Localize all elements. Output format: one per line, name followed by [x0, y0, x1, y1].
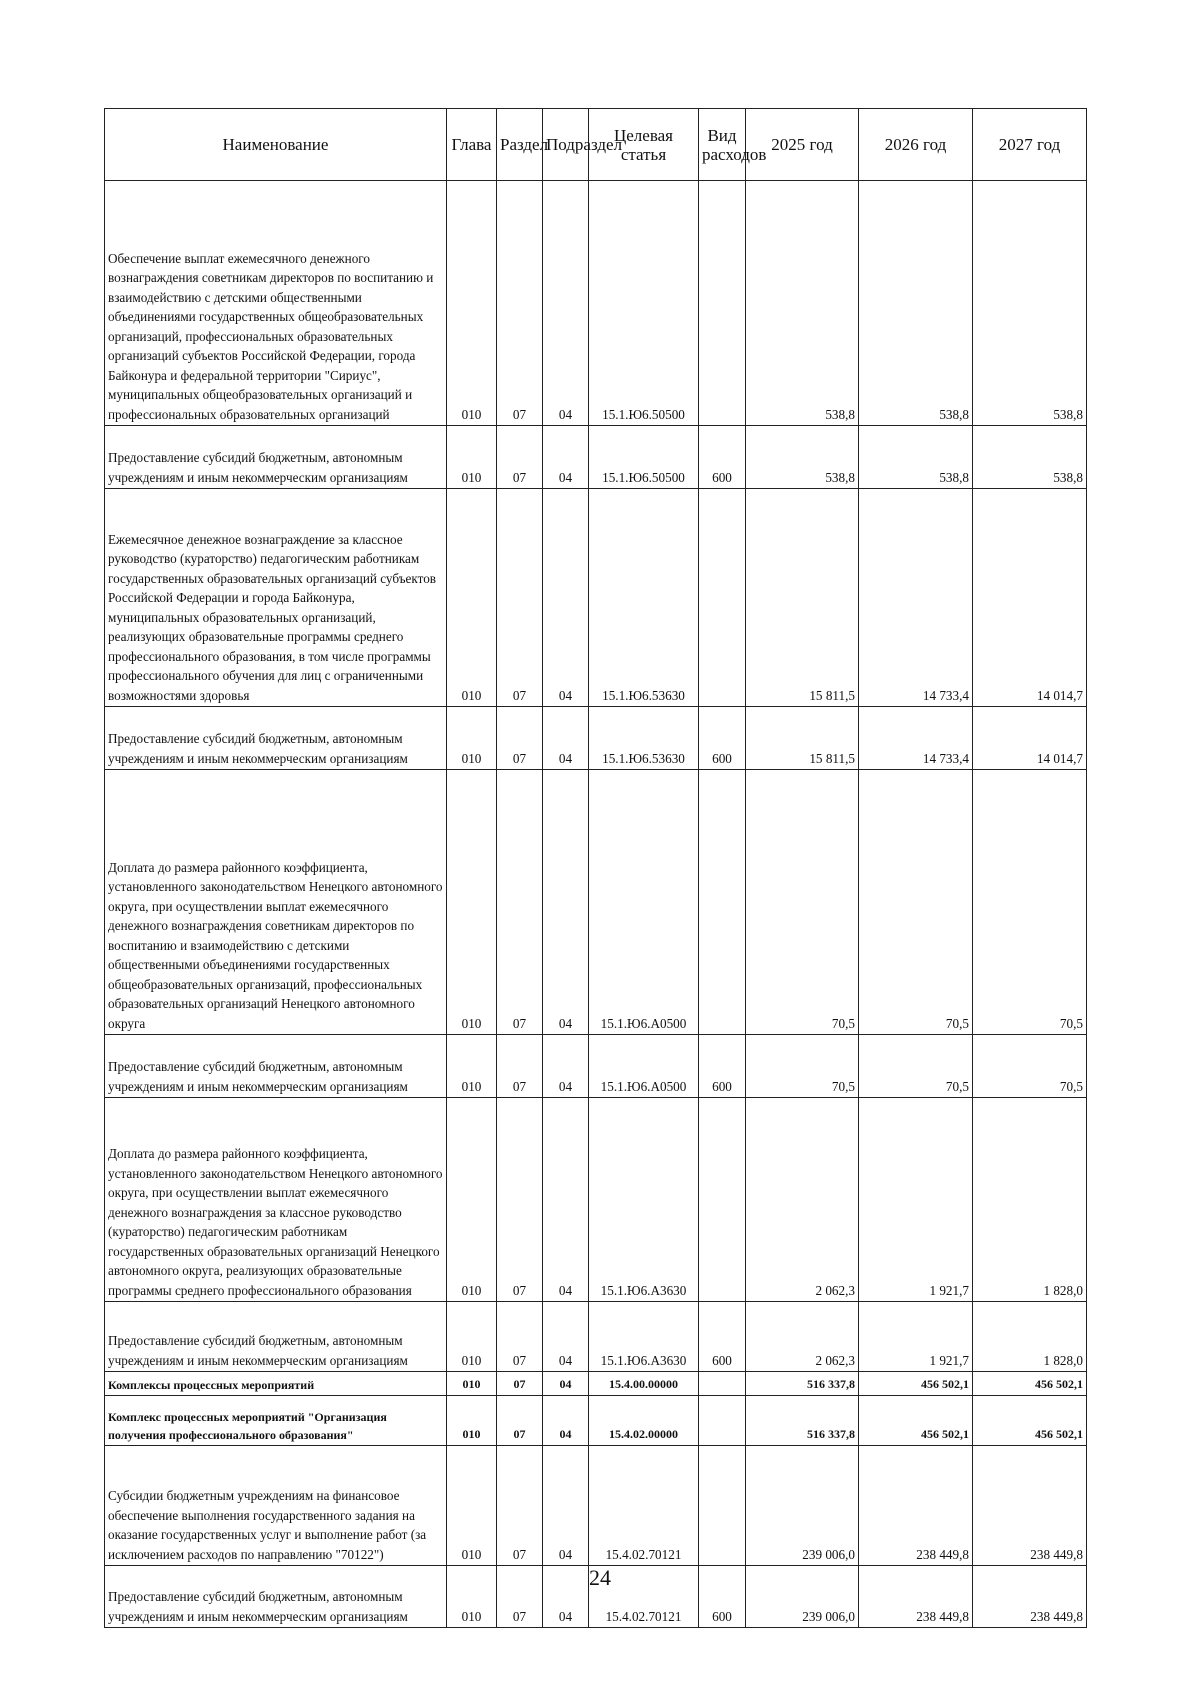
row-expense-type: [699, 181, 746, 426]
row-razdel: 07: [497, 770, 543, 1035]
row-razdel: 07: [497, 1372, 543, 1396]
page-number: 24: [589, 1565, 611, 1590]
row-expense-type: [699, 1372, 746, 1396]
row-value-2027: 538,8: [973, 426, 1087, 489]
header-glava: Глава: [447, 109, 497, 181]
row-value-2025: 239 006,0: [746, 1446, 859, 1566]
row-target-article: 15.1.Ю6.А0500: [589, 1035, 699, 1098]
row-podrazdel: 04: [543, 707, 589, 770]
row-value-2026: 538,8: [859, 181, 973, 426]
row-razdel: 07: [497, 181, 543, 426]
row-value-2027: 70,5: [973, 770, 1087, 1035]
row-glava: 010: [447, 707, 497, 770]
row-razdel: 07: [497, 426, 543, 489]
row-value-2025: 538,8: [746, 426, 859, 489]
row-value-2026: 14 733,4: [859, 489, 973, 707]
row-name: Доплата до размера районного коэффициента, установленного законодательством Ненецкого автономного округа, при осуществлении выплат ежемесячного денежного вознаграждения за классное руководство (кураторство) педагогическим работникам государственных образовательных организаций Ненецкого автономного округа, реализующих образовательные программы среднего профессионального образования: [105, 1098, 447, 1302]
row-value-2025: 70,5: [746, 770, 859, 1035]
row-target-article: 15.1.Ю6.53630: [589, 707, 699, 770]
row-expense-type: [699, 770, 746, 1035]
row-value-2027: 456 502,1: [973, 1396, 1087, 1446]
table-row: [105, 181, 1087, 426]
row-value-2027: 70,5: [973, 1035, 1087, 1098]
row-value-2027: 538,8: [973, 181, 1087, 426]
row-target-article: 15.1.Ю6.А3630: [589, 1302, 699, 1372]
header-2027: 2027 год: [973, 109, 1087, 181]
row-value-2027: 14 014,7: [973, 489, 1087, 707]
row-podrazdel: 04: [543, 1396, 589, 1446]
table-row: [105, 426, 1087, 489]
row-expense-type: [699, 1446, 746, 1566]
table-row: [105, 1396, 1087, 1446]
row-expense-type: 600: [699, 1566, 746, 1628]
row-value-2025: 239 006,0: [746, 1566, 859, 1628]
row-glava: 010: [447, 181, 497, 426]
row-value-2027: 1 828,0: [973, 1098, 1087, 1302]
row-value-2026: 14 733,4: [859, 707, 973, 770]
row-name: Предоставление субсидий бюджетным, автономным учреждениям и иным некоммерческим организациям: [105, 1035, 447, 1098]
row-target-article: 15.1.Ю6.А3630: [589, 1098, 699, 1302]
row-expense-type: 600: [699, 1302, 746, 1372]
row-podrazdel: 04: [543, 426, 589, 489]
table-row: [105, 1035, 1087, 1098]
row-razdel: 07: [497, 1098, 543, 1302]
row-target-article: 15.4.00.00000: [589, 1372, 699, 1396]
row-value-2026: 456 502,1: [859, 1396, 973, 1446]
row-name: Предоставление субсидий бюджетным, автономным учреждениям и иным некоммерческим организациям: [105, 707, 447, 770]
row-value-2025: 70,5: [746, 1035, 859, 1098]
row-podrazdel: 04: [543, 1302, 589, 1372]
row-value-2027: 456 502,1: [973, 1372, 1087, 1396]
row-podrazdel: 04: [543, 1446, 589, 1566]
row-razdel: 07: [497, 1396, 543, 1446]
row-podrazdel: 04: [543, 489, 589, 707]
row-value-2026: 70,5: [859, 770, 973, 1035]
row-name: Комплексы процессных мероприятий: [105, 1372, 447, 1396]
header-target-article: Целевая статья: [589, 109, 699, 181]
header-row: [105, 109, 1087, 181]
row-name: Предоставление субсидий бюджетным, автономным учреждениям и иным некоммерческим организациям: [105, 1302, 447, 1372]
row-glava: 010: [447, 1372, 497, 1396]
row-expense-type: [699, 1098, 746, 1302]
row-expense-type: 600: [699, 1035, 746, 1098]
row-glava: 010: [447, 1566, 497, 1628]
row-value-2027: 14 014,7: [973, 707, 1087, 770]
row-glava: 010: [447, 770, 497, 1035]
row-value-2025: 15 811,5: [746, 707, 859, 770]
row-name: Комплекс процессных мероприятий "Организация получения профессионального образования": [105, 1396, 447, 1446]
row-value-2027: 238 449,8: [973, 1566, 1087, 1628]
row-podrazdel: 04: [543, 1098, 589, 1302]
row-name: Предоставление субсидий бюджетным, автономным учреждениям и иным некоммерческим организациям: [105, 426, 447, 489]
row-value-2026: 1 921,7: [859, 1098, 973, 1302]
header-2026: 2026 год: [859, 109, 973, 181]
row-expense-type: 600: [699, 426, 746, 489]
header-2025: 2025 год: [746, 109, 859, 181]
row-glava: 010: [447, 426, 497, 489]
row-name: Обеспечение выплат ежемесячного денежного вознаграждения советникам директоров по воспитанию и взаимодействию с детскими общественными объединениями государственных общеобразовательных организаций, профессиональных образовательных организаций субъектов Российской Федерации, города Байконура и федеральной территории "Сириус", муниципальных общеобразовательных организаций и профессиональных образовательных организаций: [105, 181, 447, 426]
row-target-article: 15.1.Ю6.50500: [589, 426, 699, 489]
row-value-2026: 238 449,8: [859, 1446, 973, 1566]
table-row: [105, 1446, 1087, 1566]
table-row: [105, 770, 1087, 1035]
row-expense-type: 600: [699, 707, 746, 770]
row-value-2026: 456 502,1: [859, 1372, 973, 1396]
row-target-article: 15.4.02.00000: [589, 1396, 699, 1446]
row-value-2025: 2 062,3: [746, 1098, 859, 1302]
row-value-2025: 15 811,5: [746, 489, 859, 707]
table-row: [105, 1372, 1087, 1396]
header-name: Наименование: [105, 109, 447, 181]
header-expense-type: Вид расходов: [699, 109, 746, 181]
row-value-2026: 538,8: [859, 426, 973, 489]
row-value-2027: 1 828,0: [973, 1302, 1087, 1372]
row-glava: 010: [447, 1396, 497, 1446]
row-glava: 010: [447, 1302, 497, 1372]
row-podrazdel: 04: [543, 1035, 589, 1098]
row-razdel: 07: [497, 1302, 543, 1372]
row-podrazdel: 04: [543, 1566, 589, 1628]
header-podrazdel: Подраздел: [543, 109, 589, 181]
row-name: Предоставление субсидий бюджетным, автономным учреждениям и иным некоммерческим организациям: [105, 1566, 447, 1628]
table-row: [105, 707, 1087, 770]
row-value-2025: 538,8: [746, 181, 859, 426]
table-row: [105, 489, 1087, 707]
row-target-article: 15.4.02.70121: [589, 1446, 699, 1566]
row-name: Доплата до размера районного коэффициента, установленного законодательством Ненецкого автономного округа, при осуществлении выплат ежемесячного денежного вознаграждения советникам директоров по воспитанию и взаимодействию с детскими общественными объединениями государственных общеобразовательных организаций, профессиональных образовательных организаций Ненецкого автономного округа: [105, 770, 447, 1035]
row-name: Ежемесячное денежное вознаграждение за классное руководство (кураторство) педагогическим работникам государственных образовательных организаций субъектов Российской Федерации и города Байконура, муниципальных образовательных организаций, реализующих образовательные программы среднего профессионального образования, в том числе программы профессионального обучения для лиц с ограниченными возможностями здоровья: [105, 489, 447, 707]
row-razdel: 07: [497, 707, 543, 770]
row-value-2027: 238 449,8: [973, 1446, 1087, 1566]
row-target-article: 15.1.Ю6.50500: [589, 181, 699, 426]
row-name: Субсидии бюджетным учреждениям на финансовое обеспечение выполнения государственного задания на оказание государственных услуг и выполнение работ (за исключением расходов по направлению "70122"): [105, 1446, 447, 1566]
row-razdel: 07: [497, 1035, 543, 1098]
row-glava: 010: [447, 489, 497, 707]
row-expense-type: [699, 1396, 746, 1446]
table-row: [105, 1098, 1087, 1302]
row-razdel: 07: [497, 1446, 543, 1566]
row-glava: 010: [447, 1098, 497, 1302]
table-row: [105, 1302, 1087, 1372]
row-podrazdel: 04: [543, 1372, 589, 1396]
row-target-article: 15.1.Ю6.А0500: [589, 770, 699, 1035]
row-podrazdel: 04: [543, 770, 589, 1035]
row-glava: 010: [447, 1446, 497, 1566]
row-value-2026: 1 921,7: [859, 1302, 973, 1372]
row-value-2025: 516 337,8: [746, 1372, 859, 1396]
row-glava: 010: [447, 1035, 497, 1098]
row-target-article: 15.4.02.70121: [589, 1566, 699, 1628]
row-razdel: 07: [497, 1566, 543, 1628]
row-value-2025: 2 062,3: [746, 1302, 859, 1372]
header-razdel: Раздел: [497, 109, 543, 181]
row-value-2025: 516 337,8: [746, 1396, 859, 1446]
table-body: [105, 181, 1087, 1628]
row-expense-type: [699, 489, 746, 707]
row-value-2026: 70,5: [859, 1035, 973, 1098]
row-target-article: 15.1.Ю6.53630: [589, 489, 699, 707]
row-podrazdel: 04: [543, 181, 589, 426]
row-value-2026: 238 449,8: [859, 1566, 973, 1628]
row-razdel: 07: [497, 489, 543, 707]
budget-table: [104, 108, 1087, 1628]
